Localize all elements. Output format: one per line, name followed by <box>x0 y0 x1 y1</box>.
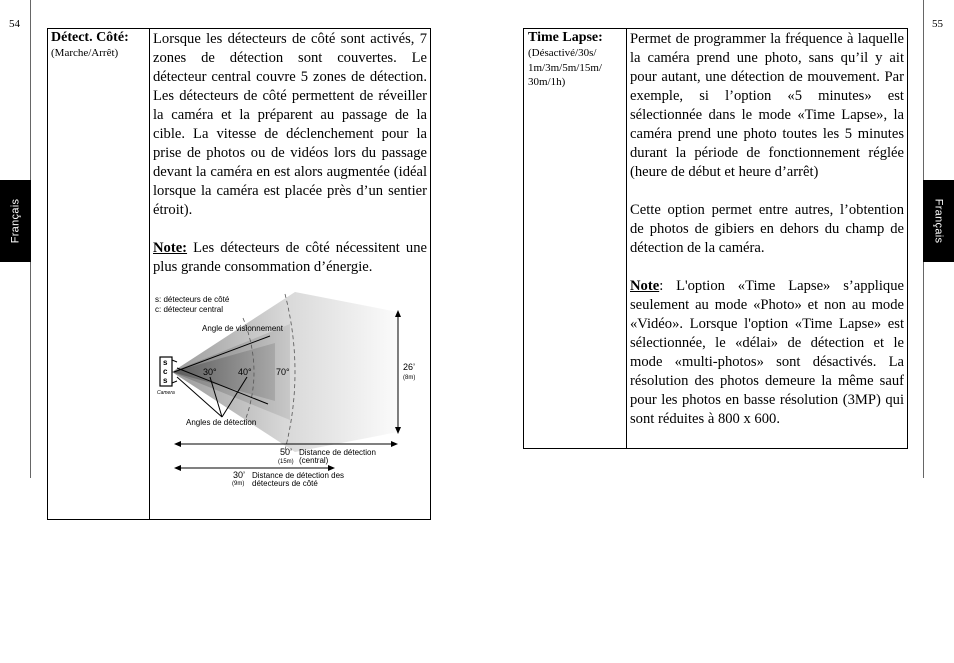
time-lapse-paragraph-2: Cette option permet entre autres, l’obtention de photos de gibiers en dehors du champ de détection de la caméra. <box>630 202 904 256</box>
legend-central-detector: c: détecteur central <box>155 305 224 314</box>
legend-side-detectors: s: détecteurs de côté <box>155 295 230 304</box>
central-distance-label-1: Distance de détection <box>299 448 376 457</box>
angle-30-label: 30° <box>203 367 217 377</box>
central-distance-value: 50’ <box>280 447 293 457</box>
side-detector-options: (Marche/Arrêt) <box>51 47 119 59</box>
side-distance-label-2: détecteurs de côté <box>252 479 318 488</box>
side-detector-title: Détect. Côté: <box>51 30 129 45</box>
note-text: Les détecteurs de côté nécessitent une plus grande consommation d’énergie. <box>153 240 427 275</box>
side-distance-metric: (9m) <box>232 481 245 487</box>
sensor-c: c <box>163 367 168 376</box>
central-distance-metric: (15m) <box>278 459 294 465</box>
time-lapse-note <box>630 277 904 429</box>
side-detector-paragraph: Lorsque les détecteurs de côté sont activés, 7 zones de détection sont couvertes. Le détecteur central couvre 5 zones de détection. Les détecteurs de côté permettent de réveiller la caméra et la préparent au passage de la cible. La vitesse de déclenchement pour la prise de photos ou de vidéos lors du passage devant la caméra en est alors augmentée (idéal lorsque la caméra est placée près d’un sentier étroit). <box>153 31 427 218</box>
right-table-divider <box>626 28 627 449</box>
width-metric: (8m) <box>403 375 416 381</box>
width-value: 26’ <box>403 362 416 372</box>
time-lapse-title: Time Lapse: <box>528 30 603 45</box>
side-distance-value: 30’ <box>233 470 246 480</box>
note-label: Note: <box>153 240 188 256</box>
camera-label: Camera <box>157 390 175 396</box>
time-lapse-options: (Désactivé/30s/ 1m/3m/5m/15m/ 30m/1h) <box>528 47 602 88</box>
angle-40-label: 40° <box>238 367 252 377</box>
note-label: Note <box>630 278 660 294</box>
central-distance-label-2: (central) <box>299 456 329 465</box>
detection-angles-label: Angles de détection <box>186 418 257 427</box>
angle-70-label: 70° <box>276 367 290 377</box>
page-number-right: 55 <box>932 18 943 30</box>
language-tab-right-label: Français <box>932 198 945 244</box>
sensor-s-top: s <box>163 358 168 367</box>
viewing-angle-label: Angle de visionnement <box>202 324 283 333</box>
side-distance-label-1: Distance de détection des <box>252 471 345 480</box>
note-text: : L'option «Time Lapse» s’applique seulement au mode «Photo» et non au mode «Vidéo». Lorsque l'option «Time Lapse» est sélectionnée, le «délai» de détection et le mode «multi-photos» sont désactivés. La résolution des photos demeure la même sauf pour les photos en basse résolution (3MP) qui sont réduites à 800 x 600. <box>630 278 904 427</box>
language-tab-left-label: Français <box>9 198 22 244</box>
time-lapse-paragraph-1: Permet de programmer la fréquence à laquelle la caméra prend une photo, sans qu’il y ait pour autant, une détection de mouvement. Par exemple, si l’option «5 minutes» est sélectionnée dans le mode «Time Lapse», la caméra prend une photo toutes les 5 minutes durant la période de fonctionnement réglée (heure de début et heure d’arrêt) <box>630 31 904 180</box>
page-number-left: 54 <box>9 18 20 30</box>
time-lapse-description <box>630 30 904 429</box>
sensor-s-bottom: s <box>163 376 168 385</box>
